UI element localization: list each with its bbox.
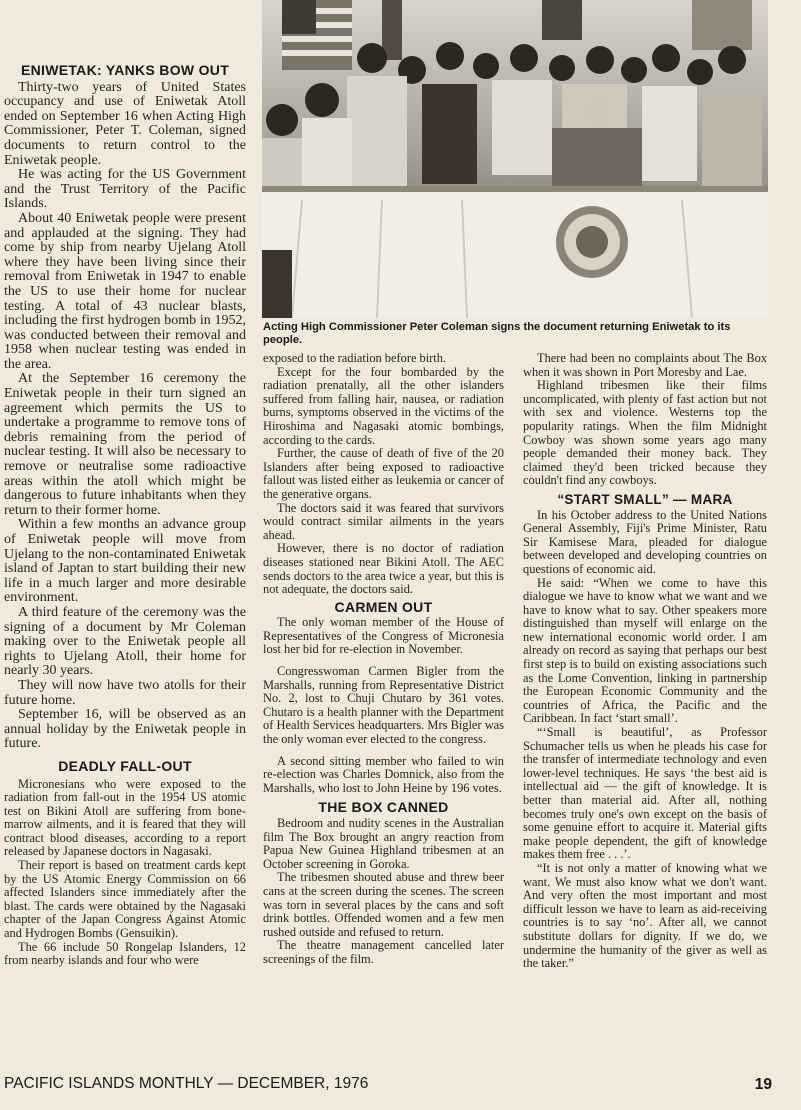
paragraph: He was acting for the US Government and the Trust Territory of the Pacific Islands. [4, 167, 246, 212]
headline-carmen: CARMEN OUT [334, 598, 433, 615]
paragraph: However, there is no doctor of radiation diseases stationed near Bikini Atoll. The AEC sends doctors to the area twice a year, but this is not adequate, the doctors said. [263, 541, 504, 597]
paragraph: Except for the four bombarded by the radiation prenatally, all the other islanders suffered from falling hair, nausea, or radiation burns, symptoms observed in the victims of the Hiroshima and Nagasaki atomic bombings, according to the cards. [263, 364, 504, 447]
paragraph: There had been no complaints about The Box when it was shown in Port Moresby and Lae. [523, 351, 767, 379]
paragraph: Micronesians who were exposed to the radiation from fall-out in the 1954 US atomic test on Bikini Atoll are suffering from bone-marrow ailments, and it is feared that they will contract blood diseases, according to a report released by Japanese doctors in Nagasaki. [4, 776, 246, 859]
column-left [4, 64, 246, 968]
paragraph: exposed to the radiation before birth. [263, 351, 447, 365]
official-head [582, 96, 614, 128]
trust-territory-seal [556, 206, 628, 278]
paragraph: He said: “When we come to have this dialogue we have to know what we want and we have to know what to say. Other speakers more distinguished than myself will enlarge on the new international economic world order. I am already on record as saying that perhaps our best first step is to build on existing associations such as the Lome Convention, linking in partnership the European Economic Community and the countries of Africa, the Pacific and the Caribbean. In fact ‘start small’. [523, 575, 767, 726]
paragraph: The only woman member of the House of Representatives of the Congress of Micronesia lost her bid for re-election in November. [263, 615, 504, 657]
paragraph: Within a few months an advance group of Eniwetak people will move from Ujelang to the non-contaminated Eniwetak island of Japtan to start building their new life in a much larger and more desirable environment. [4, 517, 246, 606]
official-body [552, 128, 642, 188]
paragraph: The 66 include 50 Rongelap Islanders, 12 from nearby islands and four who were [4, 939, 246, 968]
us-flag [282, 0, 352, 70]
paragraph: September 16, will be observed as an annual holiday by the Eniwetak people in future. [4, 707, 246, 752]
headline-fallout: DEADLY FALL-OUT [58, 757, 192, 774]
paragraph: In his October address to the United Nations General Assembly, Fiji's Prime Minister, Ratu Sir Kamisese Mara, pleaded for dialogue between developed and developing countries on questions of economic aid. [523, 507, 767, 576]
paragraph: Bedroom and nudity scenes in the Australian film The Box brought an angry reaction from Papua New Guinea Highland tribesmen at an October screening in Goroka. [263, 816, 504, 871]
paragraph: They will now have two atolls for their future home. [4, 677, 246, 708]
paragraph: About 40 Eniwetak people were present and applauded at the signing. They had come by ship from nearby Ujelang Atoll where they have been living since their removal from Eniwetak in 1947 to enable the US to use their home for nuclear testing. A total of 43 nuclear blasts, including the first hydrogen bomb in 1952, was conducted between their removal and 1958 when nuclear testing was ended in the area. [4, 210, 246, 372]
paragraph: A third feature of the ceremony was the signing of a document by Mr Coleman making over to the Eniwetak people all rights to Ujelang Atoll, their home for nearly 30 years. [4, 604, 246, 679]
paragraph: Further, the cause of death of five of the 20 Islanders after being exposed to radioactive fallout was listed either as leukemia or cancer of the generative organs. [263, 446, 504, 501]
signing-ceremony-photo [262, 0, 768, 318]
masthead: PACIFIC ISLANDS MONTHLY — DECEMBER, 1976 [4, 1075, 369, 1092]
paragraph: The tribesmen shouted abuse and threw beer cans at the screen during the scenes. The screen was torn in several places by the cans and soft drink bottles. Offended women and a few men rushed outside and refused to return. [263, 870, 504, 939]
paragraph: Thirty-two years of United States occupancy and use of Eniwetak Atoll ended on September 16 when Acting High Commissioner, Peter T. Coleman, signed documents to return control to the Eniwetak people. [4, 79, 246, 168]
headline-box: THE BOX CANNED [318, 799, 449, 816]
paragraph: The theatre management cancelled later screenings of the film. [263, 938, 504, 966]
page-footer [4, 1075, 774, 1093]
paragraph: Highland tribesmen like their films uncomplicated, with plenty of fast action but not with sex and violence. Westerns top the popularity ratings. When the film Midnight Cowboy was shown some years ago many people demanded their money back. They claimed they'd been tricked because they couldn't find any cowboys. [523, 378, 767, 488]
column-middle [263, 352, 504, 967]
headline-mara: “START SMALL” — MARA [557, 491, 733, 507]
page-number: 19 [754, 1076, 772, 1093]
paragraph: Congresswoman Carmen Bigler from the Marshalls, running from Representative District No. 2, lost to Chuji Chutaro by 361 votes. Chutaro is a health planner with the Department of Health Services headquarters. Mrs Bigler was the only woman ever elected to the congress. [263, 664, 504, 747]
paragraph: Their report is based on treatment cards kept by the US Atomic Energy Commission on 66 affected Islanders since immediately after the blast. The cards were obtained by the Nagasaki chapter of the Japan Congress Against Atomic and Hydrogen Bombs (Gensuikin). [4, 858, 246, 941]
photo-illustration [262, 0, 768, 318]
paragraph: A second sitting member who failed to win re-election was Charles Domnick, also from the Marshalls, who lost to John Heine by 196 votes. [263, 753, 504, 795]
paragraph: At the September 16 ceremony the Eniwetak people in their turn signed an agreement which permits the US to undertake a programme to remove tons of debris remaining from the period of nuclear testing. It will also be necessary to remove or neutralise some radioactive areas within the atoll which might be dangerous to future inhabitants when they return to their former home. [4, 371, 246, 518]
photo-caption: Acting High Commissioner Peter Coleman signs the document returning Eniwetak to its people. [263, 321, 731, 346]
paragraph: The doctors said it was feared that survivors would contract similar ailments in the years ahead. [263, 500, 504, 542]
paragraph: “It is not only a matter of knowing what we want. We must also know what we don't want. And very often the most important and most difficult lesson we have to learn as aid-receiving countries is to say ‘no’. After all, we cannot substitute dollars for dignity. If we do, we undermine the humanity of the giver as well as the taker.” [523, 860, 767, 971]
paragraph: “‘Small is beautiful’, as Professor Schumacher tells us when he pleads his case for the transfer of intermediate technology and even lower-level techniques. He says ‘the best aid is intellectual aid — the gift of knowledge. It is better than material aid. After all, nothing becomes truly one's own except on the basis of some genuine effort to acquire it. Material gifts make people dependent, the gift of knowledge makes them free . . .’. [523, 725, 767, 862]
column-right [523, 352, 767, 971]
headline-eniwetak: ENIWETAK: YANKS BOW OUT [20, 62, 230, 78]
signing-table [262, 188, 768, 318]
